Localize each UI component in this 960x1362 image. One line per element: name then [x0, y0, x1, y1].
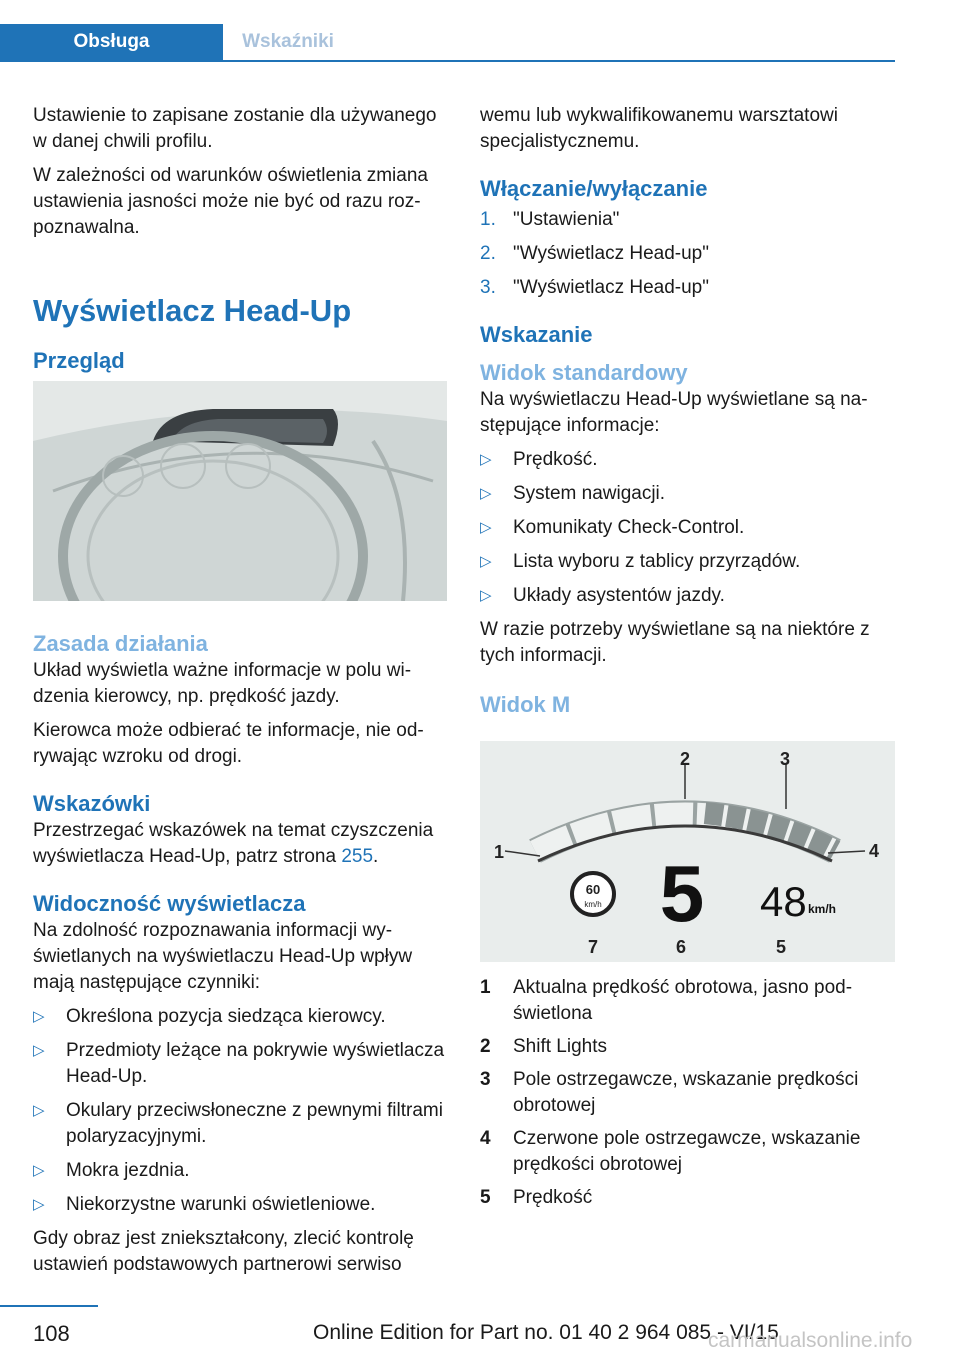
- paragraph: Kierowca może odbierać te informacje, nie odrywając wzroku od drogi.: [33, 720, 424, 767]
- triangle-bullet-icon: ▷: [33, 1102, 45, 1119]
- left-column-lower: [33, 630, 447, 1286]
- paragraph: W zależności od warunków oświetlenia zmiana ustawienia jasności może nie być od razu rozpoznawalna.: [33, 165, 428, 238]
- list-item-text: System nawigacji.: [513, 483, 666, 504]
- section-title: Wyświetlacz Head-Up: [33, 293, 352, 328]
- list-item-text: Komunikaty Check-Control.: [513, 517, 745, 538]
- legend-item: [480, 1185, 894, 1211]
- list-item-text: Lista wyboru z tablicy przyrządów.: [513, 551, 801, 572]
- list-item: [33, 1004, 447, 1030]
- list-item-text: Przedmioty leżące na pokrywie wyświetlacza Head-Up.: [66, 1040, 445, 1087]
- step-text: "Wyświetlacz Head-up": [513, 277, 709, 298]
- legend-number: 4: [480, 1128, 491, 1149]
- triangle-bullet-icon: ▷: [33, 1162, 45, 1179]
- legend-text: Czerwone pole ostrzegawcze, wskazanie prędkości obrotowej: [513, 1128, 861, 1175]
- legend-item: [480, 1126, 894, 1178]
- subsection-title: Przegląd: [33, 348, 125, 373]
- page-footer: [0, 1305, 960, 1362]
- triangle-bullet-icon: ▷: [33, 1008, 45, 1025]
- callout-1: 1: [494, 842, 505, 862]
- callout-3: 3: [780, 749, 791, 769]
- paragraph: wemu lub wykwalifikowanemu warsztatowi specjalistycznemu.: [480, 105, 838, 152]
- left-column: [33, 103, 447, 375]
- triangle-bullet-icon: ▷: [480, 553, 492, 570]
- tab-wskazniki[interactable]: Wskaźniki: [242, 31, 334, 52]
- step-item: [480, 241, 894, 267]
- triangle-bullet-icon: ▷: [33, 1042, 45, 1059]
- list-item: [480, 549, 894, 575]
- list-item: [33, 1038, 447, 1090]
- legend-number: 5: [480, 1187, 491, 1208]
- bullet-list: [480, 447, 894, 609]
- list-item: [33, 1098, 447, 1150]
- tab-obsluga[interactable]: Obsługa: [0, 24, 223, 60]
- legend-number: 3: [480, 1069, 491, 1090]
- page-number: 108: [33, 1321, 70, 1346]
- speed-limit-unit: km/h: [584, 900, 602, 909]
- gear-indicator: 5: [659, 849, 705, 938]
- list-item-text: Niekorzystne warunki oświetleniowe.: [66, 1194, 376, 1215]
- speed-limit-value: 60: [585, 882, 601, 897]
- step-item: [480, 275, 894, 301]
- watermark: carmanualsonline.info: [708, 1329, 913, 1352]
- callout-2: 2: [680, 749, 691, 769]
- list-item-text: Okulary przeciwsłoneczne z pewnymi filtrami polaryzacyjnymi.: [66, 1100, 443, 1147]
- speed-unit: km/h: [808, 902, 837, 916]
- subsection-title: Wskazówki: [33, 791, 151, 816]
- legend-number: 1: [480, 977, 491, 998]
- list-item-text: Prędkość.: [513, 449, 598, 470]
- paragraph: Gdy obraz jest zniekształcony, zlecić kontrolę ustawień podstawowych partnerowi serwiso: [33, 1228, 414, 1275]
- callout-5: 5: [776, 937, 787, 957]
- triangle-bullet-icon: ▷: [480, 519, 492, 536]
- subsection-title: Widoczność wyświetlacza: [33, 891, 306, 916]
- list-item-text: Układy asystentów jazdy.: [513, 585, 725, 606]
- step-text: "Wyświetlacz Head-up": [513, 243, 709, 264]
- step-number: 2.: [480, 243, 496, 264]
- step-number: 1.: [480, 209, 496, 230]
- list-item-text: Określona pozycja siedząca kierowcy.: [66, 1006, 386, 1027]
- legend-number: 2: [480, 1036, 491, 1057]
- right-column: [480, 103, 894, 719]
- subsection-title: Wskazanie: [480, 322, 593, 347]
- list-item: [33, 1192, 447, 1218]
- callout-6: 6: [676, 937, 687, 957]
- legend-list: [480, 975, 894, 1211]
- triangle-bullet-icon: ▷: [480, 587, 492, 604]
- paragraph: Na wyświetlaczu Head-Up wyświetlane są następujące informacje:: [480, 389, 868, 436]
- list-item: [480, 515, 894, 541]
- legend-text: Shift Lights: [513, 1036, 607, 1057]
- list-item: [480, 481, 894, 507]
- subsection-title: Zasada działania: [33, 631, 208, 656]
- legend-text: Pole ostrzegawcze, wskazanie prędkości obrotowej: [513, 1069, 859, 1116]
- speed-value: 48: [760, 878, 807, 925]
- step-text: "Ustawienia": [513, 209, 620, 230]
- edition-text: Online Edition for Part no. 01 40 2 964 085 - VI/15: [313, 1321, 779, 1344]
- page-link[interactable]: 255: [341, 846, 374, 867]
- step-item: [480, 207, 894, 233]
- list-item: [33, 1158, 447, 1184]
- paragraph: Ustawienie to zapisane zostanie dla używanego w danej chwili profilu.: [33, 105, 437, 152]
- header-rule: [0, 60, 895, 62]
- paragraph-text: .: [373, 846, 379, 867]
- paragraph-text: Przestrzegać wskazówek na temat czyszczenia wyświetlacza Head-Up, patrz strona: [33, 820, 434, 867]
- legend-text: Aktualna prędkość obrotowa, jasno podświetlona: [513, 977, 853, 1024]
- triangle-bullet-icon: ▷: [480, 451, 492, 468]
- list-item-text: Mokra jezdnia.: [66, 1160, 190, 1181]
- legend-item: [480, 975, 894, 1027]
- legend-block: [480, 975, 894, 1218]
- callout-7: 7: [588, 937, 599, 957]
- header-tabs: [0, 24, 895, 62]
- dashboard-image: [33, 381, 447, 601]
- legend-item: [480, 1034, 894, 1060]
- subsection-title: Widok standardowy: [480, 360, 688, 385]
- subsection-title: Widok M: [480, 692, 571, 717]
- bullet-list: [33, 1004, 447, 1218]
- step-number: 3.: [480, 277, 496, 298]
- paragraph: Na zdolność rozpoznawania informacji wyświetlanych na wyświetlaczu Head-Up wpływ mają następujące czynniki:: [33, 920, 413, 993]
- paragraph: W razie potrzeby wyświetlane są na niektóre z tych informacji.: [480, 619, 870, 666]
- triangle-bullet-icon: ▷: [33, 1196, 45, 1213]
- footer-rule: [0, 1305, 98, 1307]
- callout-4: 4: [869, 841, 880, 861]
- legend-item: [480, 1067, 894, 1119]
- legend-text: Prędkość: [513, 1187, 593, 1208]
- paragraph: Układ wyświetla ważne informacje w polu widzenia kierowcy, np. prędkość jazdy.: [33, 660, 412, 707]
- steps-list: [480, 207, 894, 301]
- hud-m-view-image: [480, 741, 895, 962]
- list-item: [480, 447, 894, 473]
- triangle-bullet-icon: ▷: [480, 485, 492, 502]
- list-item: [480, 583, 894, 609]
- paragraph: [33, 818, 447, 870]
- subsection-title: Włączanie/wyłączanie: [480, 176, 708, 201]
